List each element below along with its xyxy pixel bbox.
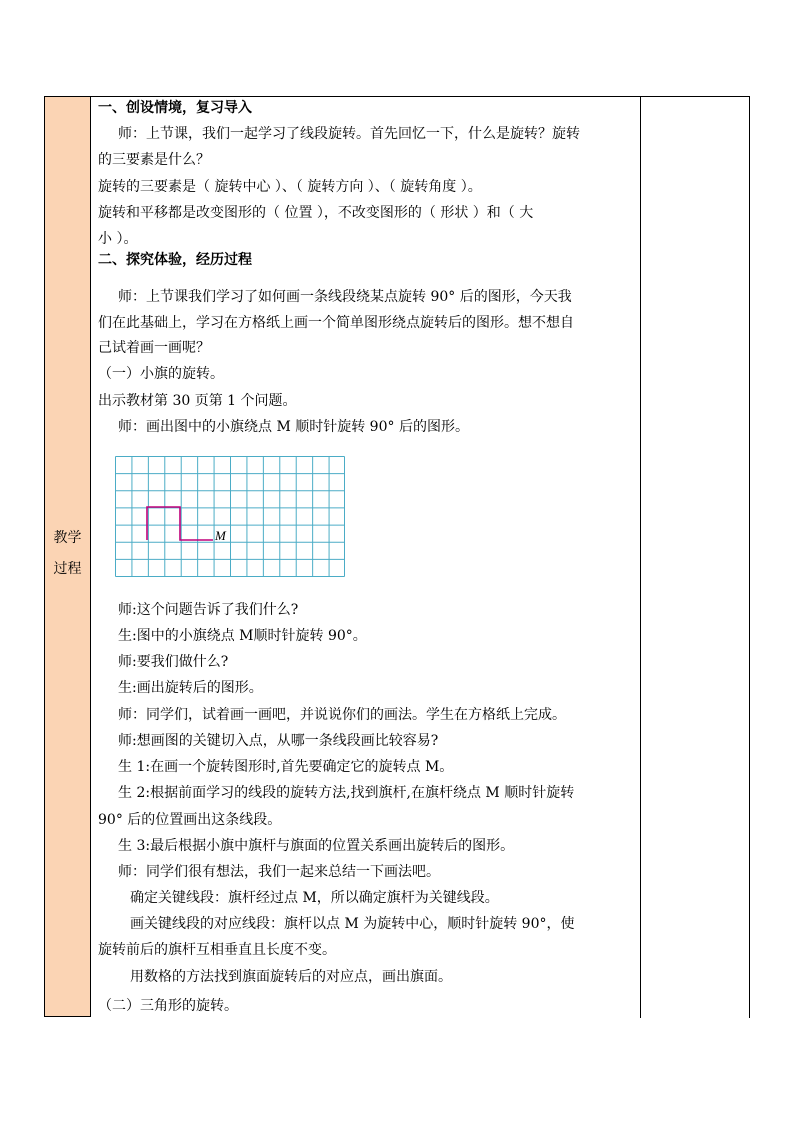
dialogue-line: 师:要我们做什么? bbox=[118, 654, 229, 670]
paragraph-line: 们在此基础上，学习在方格纸上画一个简单图形绕点旋转后的图形。想不想自 bbox=[98, 315, 574, 331]
heading-1: 一、创设情境，复习导入 bbox=[98, 100, 252, 116]
paragraph-line: 师：画出图中的小旗绕点 M 顺时针旋转 90° 后的图形。 bbox=[118, 419, 469, 435]
subheading: （二）三角形的旋转。 bbox=[98, 998, 238, 1014]
point-m-label: M bbox=[215, 528, 226, 543]
label-divider bbox=[90, 96, 91, 1017]
dialogue-line: 师:这个问题告诉了我们什么? bbox=[118, 602, 299, 618]
paragraph-line: 出示教材第 30 页第 1 个问题。 bbox=[98, 393, 297, 409]
summary-step-2: 画关键线段的对应线段：旗杆以点 M 为旋转中心，顺时针旋转 90°，使 bbox=[130, 916, 575, 932]
flag-grid-figure bbox=[115, 456, 345, 578]
section-label-line-2: 过程 bbox=[53, 561, 82, 577]
summary-step-3: 用数格的方法找到旗面旋转后的对应点，画出旗面。 bbox=[130, 969, 452, 985]
paragraph-line: 小 ）。 bbox=[98, 231, 138, 247]
section-label-cell bbox=[45, 97, 90, 1016]
dialogue-line: 生 2:根据前面学习的线段的旋转方法,找到旗杆,在旗杆绕点 M 顺时针旋转 bbox=[118, 785, 575, 801]
dialogue-line: 90° 后的位置画出这条线段。 bbox=[98, 812, 282, 828]
section-label-line-1: 教学 bbox=[53, 530, 82, 546]
dialogue-line: 师：同学们，试着画一画吧，并说说你们的画法。学生在方格纸上完成。 bbox=[118, 707, 566, 723]
table-left-border bbox=[44, 96, 45, 1017]
table-top-border bbox=[44, 96, 750, 97]
notes-divider bbox=[640, 96, 641, 1018]
dialogue-line: 生 3:最后根据小旗中旗杆与旗面的位置关系画出旋转后的图形。 bbox=[118, 838, 515, 854]
heading-2: 二、探究体验，经历过程 bbox=[98, 252, 252, 268]
flag-shape bbox=[147, 507, 213, 540]
summary-step-2-cont: 旋转前后的旗杆互相垂直且长度不变。 bbox=[98, 942, 336, 958]
paragraph-line: 旋转的三要素是（ 旋转中心 ）、（ 旋转方向 ）、（ 旋转角度 ）。 bbox=[98, 179, 482, 195]
table-bottom-border bbox=[44, 1016, 90, 1017]
dialogue-line: 生 1:在画一个旋转图形时,首先要确定它的旋转点 M。 bbox=[118, 759, 454, 775]
dialogue-line: 生:图中的小旗绕点 M顺时针旋转 90°。 bbox=[118, 628, 367, 644]
dialogue-line: 师:想画图的关键切入点，从哪一条线段画比较容易? bbox=[118, 733, 439, 749]
grid-lines bbox=[116, 457, 345, 577]
paragraph-line: 的三要素是什么？ bbox=[98, 152, 210, 168]
paragraph-line: 师：上节课，我们一起学习了线段旋转。首先回忆一下，什么是旋转？旋转 bbox=[118, 126, 580, 142]
paragraph-line: 旋转和平移都是改变图形的（ 位置 ），不改变图形的（ 形状 ）和（ 大 bbox=[98, 205, 534, 221]
dialogue-line: 生:画出旋转后的图形。 bbox=[118, 680, 263, 696]
summary-step-1: 确定关键线段：旗杆经过点 M，所以确定旗杆为关键线段。 bbox=[130, 890, 499, 906]
paragraph-line: 己试着画一画呢？ bbox=[98, 340, 210, 356]
subheading: （一）小旗的旋转。 bbox=[98, 366, 224, 382]
dialogue-line: 师：同学们很有想法，我们一起来总结一下画法吧。 bbox=[118, 864, 440, 880]
paragraph-line: 师：上节课我们学习了如何画一条线段绕某点旋转 90° 后的图形，今天我 bbox=[118, 289, 572, 305]
table-right-border bbox=[749, 96, 750, 1018]
